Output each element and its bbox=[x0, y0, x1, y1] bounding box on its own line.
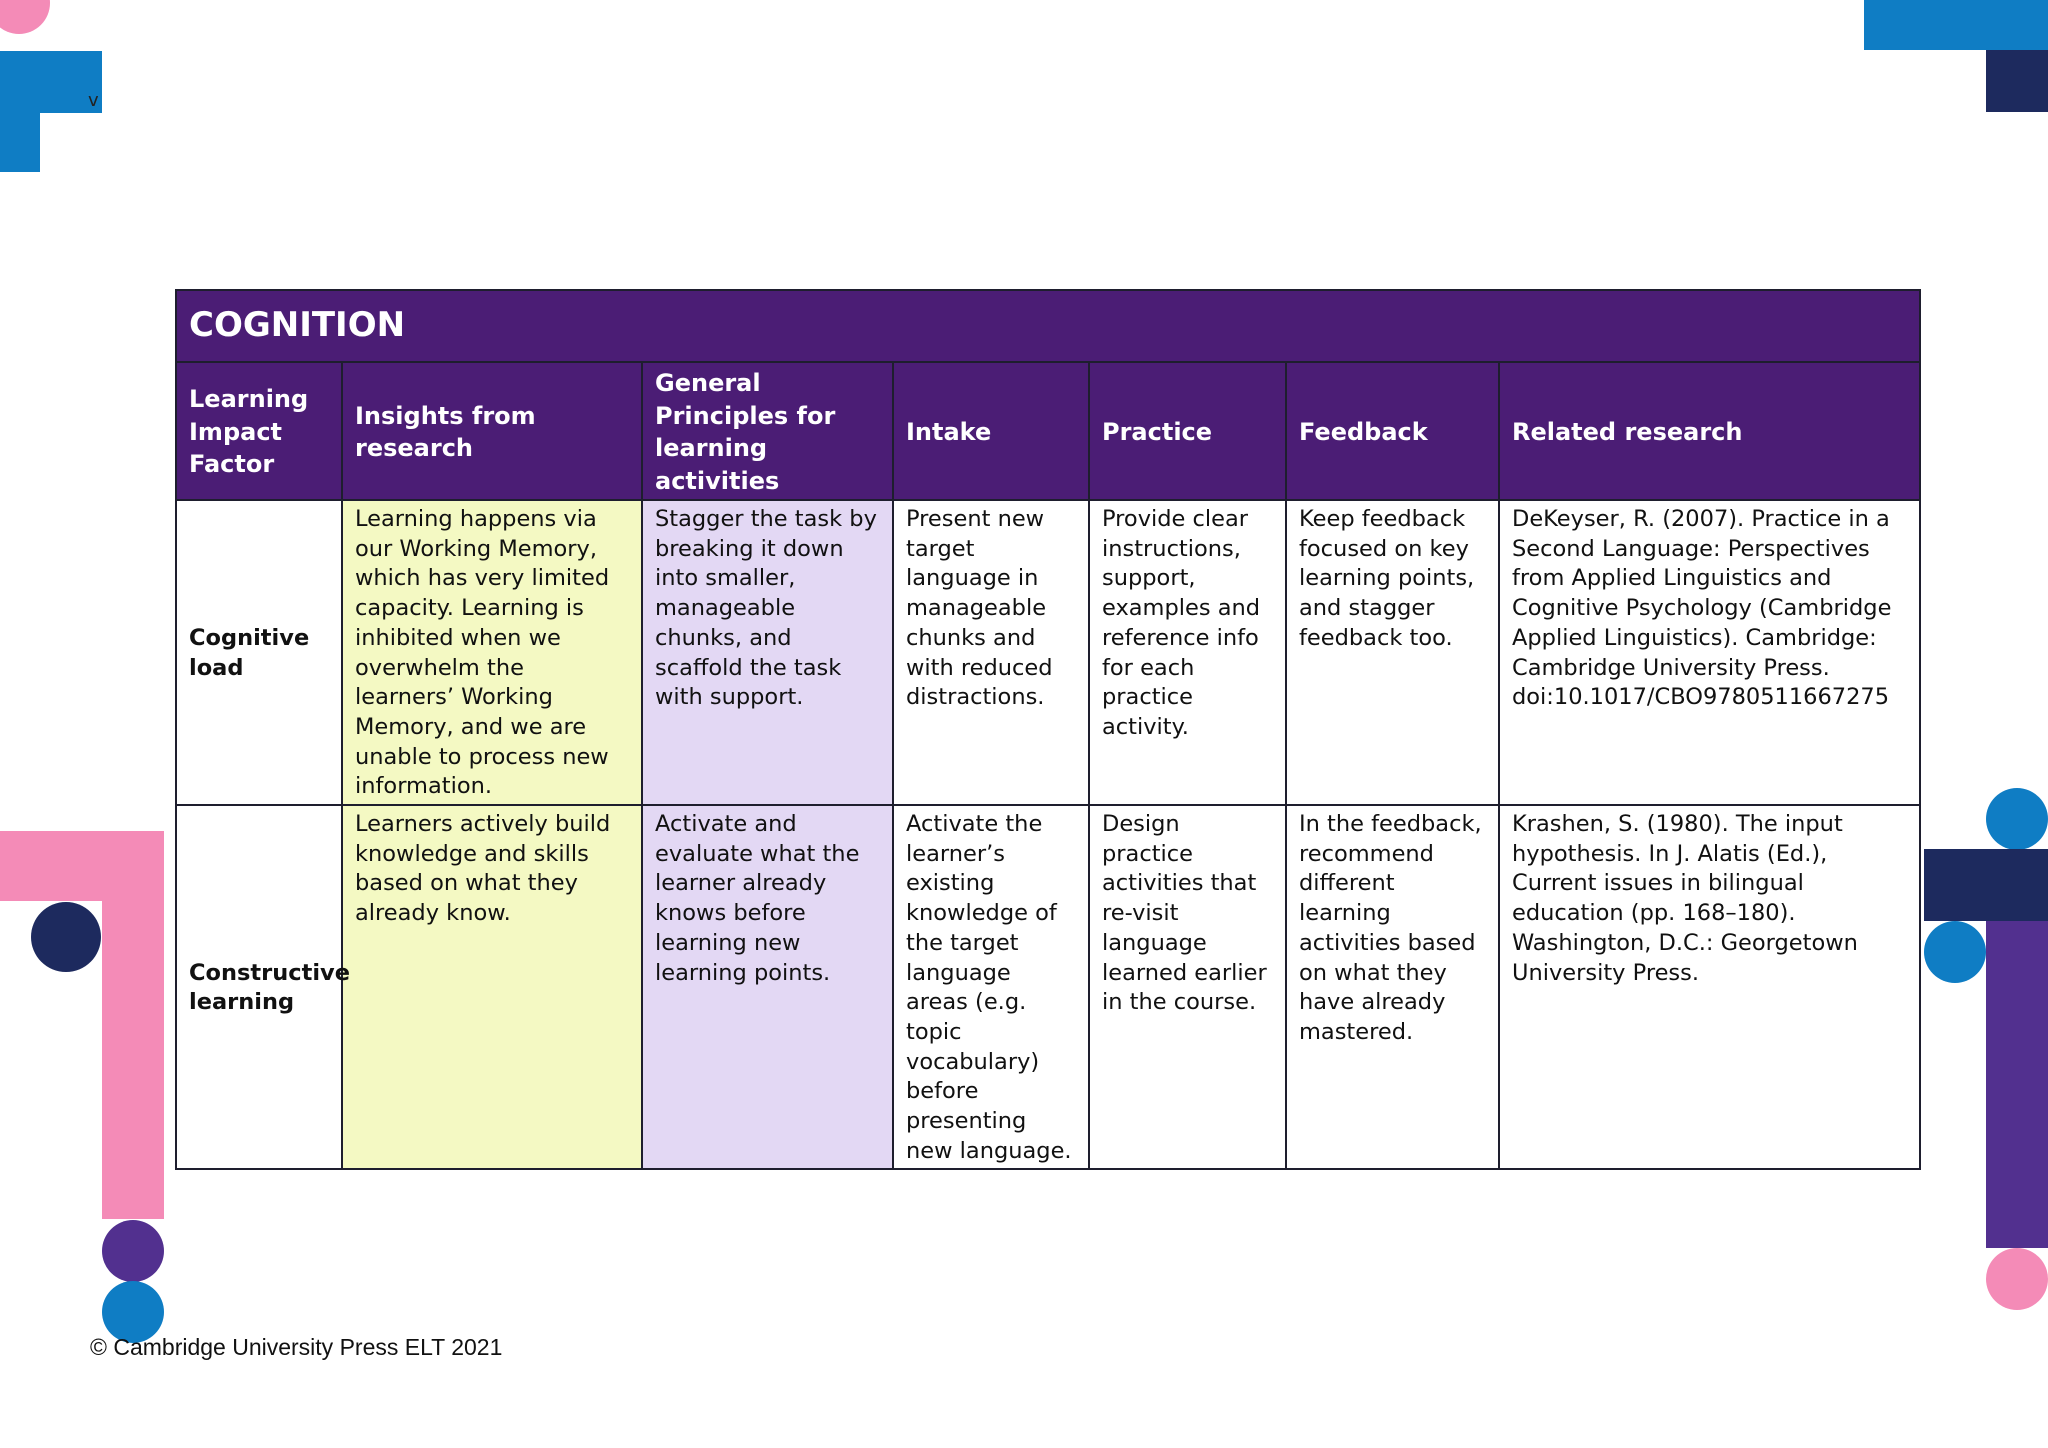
insights-cell: Learners actively build knowledge and skills based on what they already know. bbox=[342, 805, 642, 1169]
header-related-research: Related research bbox=[1499, 362, 1920, 500]
violet-circle-left bbox=[102, 1220, 164, 1282]
pink-bar-left bbox=[102, 901, 164, 1219]
blue-corner-bracket-top-left bbox=[0, 51, 102, 113]
cognition-table bbox=[175, 289, 1921, 1170]
table-row bbox=[176, 500, 1920, 805]
research-cell: DeKeyser, R. (2007). Practice in a Second Language: Perspectives from Applied Linguistics and Cognitive Psychology (Cambridge Applied Linguistics). Cambridge: Cambridge University Press. doi:10.1017/CBO9780511667275 bbox=[1499, 500, 1920, 805]
header-learning-impact-factor: Learning Impact Factor bbox=[176, 362, 342, 500]
header-row bbox=[176, 362, 1920, 500]
blue-corner-bracket-stem bbox=[0, 113, 40, 172]
header-general-principles: General Principles for learning activities bbox=[642, 362, 893, 500]
blue-bar-top-right bbox=[1864, 0, 2048, 50]
navy-block-top-right bbox=[1986, 50, 2048, 112]
corner-mark: v bbox=[88, 90, 99, 111]
table-row bbox=[176, 805, 1920, 1169]
factor-cell: Cognitive load bbox=[176, 500, 342, 805]
feedback-cell: In the feedback, recommend different learning activities based on what they have already mastered. bbox=[1286, 805, 1499, 1169]
navy-circle-left bbox=[31, 902, 101, 972]
copyright-footer: © Cambridge University Press ELT 2021 bbox=[90, 1334, 503, 1360]
header-practice: Practice bbox=[1089, 362, 1286, 500]
practice-cell: Design practice activities that re-visit language learned earlier in the course. bbox=[1089, 805, 1286, 1169]
navy-block-right bbox=[1924, 849, 2048, 921]
factor-cell: Constructive learning bbox=[176, 805, 342, 1169]
intake-cell: Present new target language in manageable chunks and with reduced distractions. bbox=[893, 500, 1089, 805]
header-feedback: Feedback bbox=[1286, 362, 1499, 500]
intake-cell: Activate the learner’s existing knowledge of the target language areas (e.g. topic vocabulary) before presenting new language. bbox=[893, 805, 1089, 1169]
blue-circle-right bbox=[1924, 921, 1986, 983]
pink-circle-top-left bbox=[0, 0, 50, 34]
practice-cell: Provide clear instructions, support, examples and reference info for each practice activity. bbox=[1089, 500, 1286, 805]
pink-circle-right bbox=[1986, 1248, 2048, 1310]
pink-bracket-left bbox=[0, 831, 164, 901]
violet-bar-right bbox=[1986, 921, 2048, 1248]
principles-cell: Stagger the task by breaking it down into smaller, manageable chunks, and scaffold the task with support. bbox=[642, 500, 893, 805]
header-insights: Insights from research bbox=[342, 362, 642, 500]
principles-cell: Activate and evaluate what the learner already knows before learning new learning points. bbox=[642, 805, 893, 1169]
research-cell: Krashen, S. (1980). The input hypothesis. In J. Alatis (Ed.), Current issues in bilingual education (pp. 168–180). Washington, D.C.: Georgetown University Press. bbox=[1499, 805, 1920, 1169]
blue-circle-right-top bbox=[1986, 788, 2048, 850]
header-intake: Intake bbox=[893, 362, 1089, 500]
table-title: COGNITION bbox=[176, 290, 1920, 362]
feedback-cell: Keep feedback focused on key learning points, and stagger feedback too. bbox=[1286, 500, 1499, 805]
insights-cell: Learning happens via our Working Memory, which has very limited capacity. Learning is inhibited when we overwhelm the learners’ Working Memory, and we are unable to process new information. bbox=[342, 500, 642, 805]
